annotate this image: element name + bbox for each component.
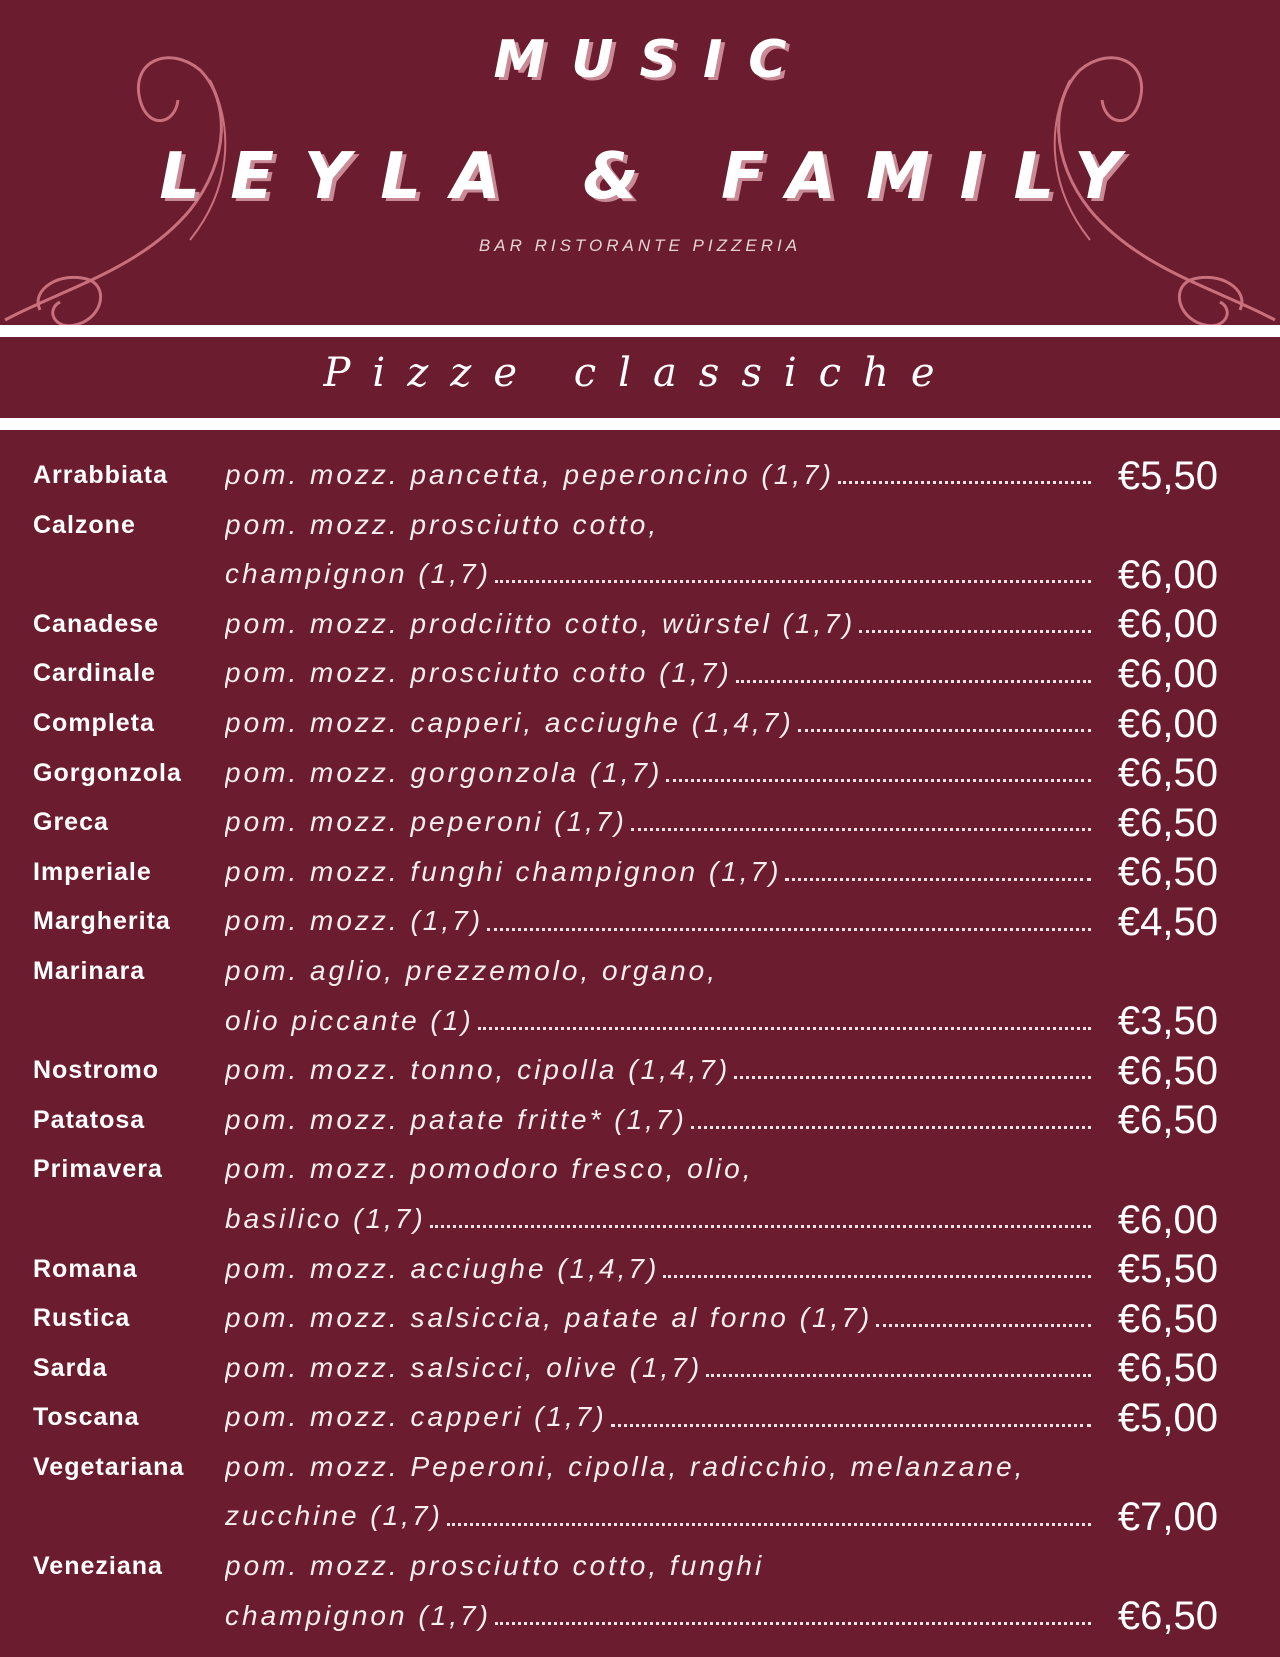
menu-item-description-line [225,1194,1095,1244]
menu-item [0,1293,1280,1343]
menu-item-name: Patatosa [33,1105,146,1134]
menu-item-description-line [225,1244,1095,1294]
menu-item-name: Margherita [33,907,171,936]
menu-item-description-line [225,1442,1095,1492]
menu-item-price: €6,50 [1117,1098,1218,1143]
menu-item-description-line [225,648,1095,698]
menu-item-name: Rustica [33,1304,131,1333]
menu-item-price: €6,50 [1117,1296,1218,1341]
menu-item-price: €6,50 [1117,800,1218,845]
menu-item-description-line [225,748,1095,798]
menu-item-price: €3,50 [1117,999,1218,1044]
menu-item-description [225,500,1095,599]
menu-item-description-line [225,1343,1095,1393]
menu-item [0,648,1280,698]
menu-item-name: Imperiale [33,857,152,886]
menu-item [0,1244,1280,1294]
menu-item-price: €5,50 [1117,453,1218,498]
menu-item-description [225,1244,1095,1294]
menu-item-price: €6,00 [1117,602,1218,647]
menu-item-price: €7,00 [1117,1495,1218,1540]
menu-item-description-text: pom. mozz. gorgonzola (1,7) [225,756,663,788]
menu-item [0,1343,1280,1393]
menu-item-description-line [225,896,1095,946]
menu-item-price: €6,50 [1117,1346,1218,1391]
menu-item-description-text: pom. mozz. pancetta, peperoncino (1,7) [225,459,834,490]
menu-item-description [225,896,1095,946]
menu-item-description [225,648,1095,698]
menu-item-description-text: pom. mozz. Peperoni, cipolla, radicchio, melanzane, [225,1450,1026,1482]
menu-item-name: Calzone [33,510,136,539]
dotted-leader [859,630,1091,633]
menu-item-description-line [225,847,1095,897]
menu-item-description [225,698,1095,748]
header-top-line: MUSIC [493,30,813,90]
dotted-leader [447,1523,1091,1526]
menu-item-description-line [225,1045,1095,1095]
restaurant-tagline: BAR RISTORANTE PIZZERIA [478,236,802,255]
menu-item [0,1442,1280,1541]
menu-item-price: €5,50 [1117,1247,1218,1292]
menu-item-description-text: pom. mozz. capperi, acciughe (1,4,7) [225,706,794,738]
restaurant-name: LEYLA & FAMILY [159,140,1151,214]
menu-item-description [225,599,1095,649]
menu-item [0,698,1280,748]
menu-item-description [225,1144,1095,1243]
menu-item-price: €5,00 [1117,1395,1218,1440]
menu-item-price: €6,00 [1117,1197,1218,1242]
menu-list [0,450,1280,1640]
dotted-leader [487,928,1091,931]
menu-item-description-text: pom. mozz. prodciitto cotto, würstel (1,7) [225,607,856,639]
dotted-leader [631,828,1091,831]
section-divider-bottom [0,418,1280,430]
dotted-leader [734,1076,1091,1079]
menu-item-price: €6,50 [1117,1594,1218,1639]
menu-item [0,1095,1280,1145]
menu-item-description-text: pom. mozz. (1,7) [225,905,484,937]
menu-item [0,1392,1280,1442]
menu-item [0,599,1280,649]
section-title: Pizze classiche [323,350,957,396]
menu-item-description [225,1541,1095,1640]
menu-item-description [225,847,1095,897]
menu-item-price: €6,50 [1117,751,1218,796]
menu-item-name: Arrabbiata [33,461,169,489]
menu-item [0,1541,1280,1640]
dotted-leader [838,481,1091,484]
menu-item-description-text: pom. mozz. salsicci, olive (1,7) [225,1351,703,1383]
menu-item-name: Toscana [33,1403,140,1432]
menu-item-description-text: pom. mozz. peperoni (1,7) [225,806,627,838]
menu-item-description [225,1442,1095,1541]
menu-item-price: €6,00 [1117,701,1218,746]
menu-item-description-text: basilico (1,7) [225,1202,426,1234]
menu-item-description-text: pom. mozz. capperi (1,7) [225,1401,607,1433]
menu-item-price: €6,00 [1117,552,1218,597]
menu-item-description-line [225,1591,1095,1641]
menu-item-description [225,946,1095,1045]
menu-item-description [225,1392,1095,1442]
dotted-leader [736,680,1091,683]
menu-item-name: Vegetariana [33,1452,185,1481]
menu-item-name: Primavera [33,1155,163,1184]
menu-item-description-text: champignon (1,7) [225,558,491,590]
dotted-leader [495,580,1091,583]
menu-item-name: Gorgonzola [33,758,182,787]
menu-item-description [225,1095,1095,1145]
menu-item-name: Completa [33,708,155,737]
menu-item-description-text: zucchine (1,7) [225,1500,443,1532]
dotted-leader [611,1424,1091,1427]
menu-item-description-text: champignon (1,7) [225,1599,491,1631]
dotted-leader [798,729,1091,732]
menu-item-description-line [225,599,1095,649]
menu-item-description-line [225,500,1095,550]
menu-item-description [225,1045,1095,1095]
menu-item-description-text: pom. mozz. acciughe (1,4,7) [225,1252,660,1284]
menu-item-price: €6,00 [1117,651,1218,696]
dotted-leader [876,1324,1091,1327]
menu-item-description-text: pom. mozz. funghi champignon (1,7) [225,855,782,887]
menu-item-description-text: pom. mozz. patate fritte* (1,7) [225,1103,687,1135]
menu-item-description-line [225,450,1095,500]
menu-item-name: Cardinale [33,659,156,688]
menu-item-description-text: pom. aglio, prezzemolo, organo, [225,954,718,986]
menu-item [0,797,1280,847]
menu-item-price: €4,50 [1117,899,1218,944]
section-divider-top [0,325,1280,337]
menu-item-description [225,450,1095,500]
menu-item-name: Romana [33,1254,138,1283]
menu-item [0,1045,1280,1095]
menu-item [0,450,1280,500]
menu-item-description-line [225,1095,1095,1145]
menu-item-name: Canadese [33,609,160,638]
menu-item-description-line [225,996,1095,1046]
menu-item [0,946,1280,1045]
menu-item-description [225,797,1095,847]
menu-item-description-line [225,797,1095,847]
menu-item-description-line [225,1144,1095,1194]
menu-item [0,896,1280,946]
dotted-leader [478,1027,1091,1030]
menu-item-description-text: pom. mozz. tonno, cipolla (1,4,7) [225,1054,731,1086]
menu-item-name: Marinara [33,956,146,985]
menu-item-description [225,1343,1095,1393]
menu-item-description-line [225,1491,1095,1541]
menu-item-description-text: olio piccante (1) [225,1004,474,1036]
menu-item-description [225,748,1095,798]
menu-item-price: €6,50 [1117,850,1218,895]
menu-item-name: Nostromo [33,1056,160,1085]
menu-item-description [225,1293,1095,1343]
menu-item-description-text: pom. mozz. prosciutto cotto (1,7) [225,657,732,689]
dotted-leader [706,1374,1091,1377]
menu-item-name: Greca [33,808,109,837]
dotted-leader [430,1225,1091,1228]
menu-item-description-line [225,698,1095,748]
menu-item-description-line [225,549,1095,599]
menu-item [0,748,1280,798]
menu-item-description-text: pom. mozz. prosciutto cotto, funghi [225,1550,765,1582]
menu-item [0,500,1280,599]
menu-item-description-text: pom. mozz. pomodoro fresco, olio, [225,1153,754,1185]
menu-item [0,1144,1280,1243]
menu-item-description-line [225,1293,1095,1343]
menu-item-description-line [225,1392,1095,1442]
menu-header [0,0,1280,320]
menu-item-price: €6,50 [1117,1048,1218,1093]
dotted-leader [691,1126,1091,1129]
menu-item-description-text: pom. mozz. prosciutto cotto, [225,508,660,540]
dotted-leader [495,1622,1091,1625]
dotted-leader [663,1275,1091,1278]
dotted-leader [785,878,1091,881]
menu-item-description-text: pom. mozz. salsiccia, patate al forno (1,7) [225,1302,873,1334]
dotted-leader [666,779,1091,782]
menu-item-description-line [225,946,1095,996]
menu-item-name: Veneziana [33,1552,163,1581]
menu-item-description-line [225,1541,1095,1591]
menu-item-name: Sarda [33,1353,108,1382]
menu-item [0,847,1280,897]
